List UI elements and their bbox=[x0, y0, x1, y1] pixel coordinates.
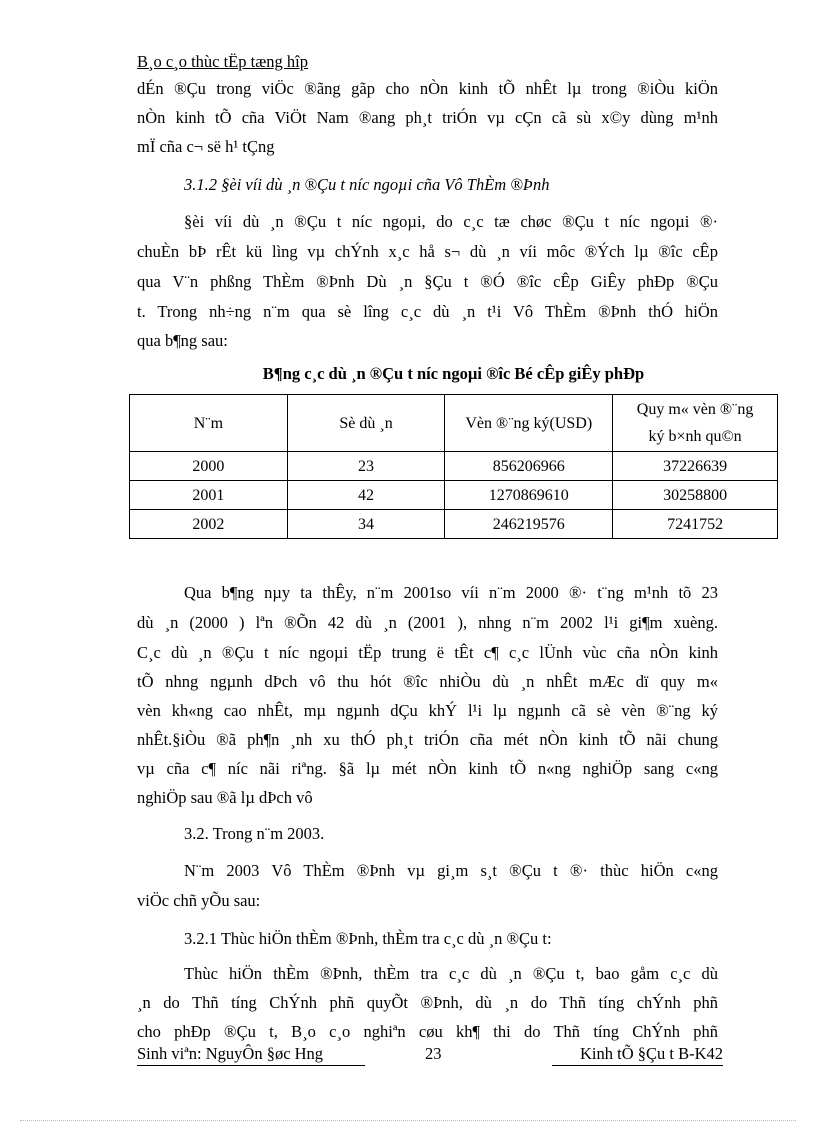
column-header-registered-capital: Vèn ®¨ng ký(USD) bbox=[445, 395, 613, 452]
table-cell: 23 bbox=[287, 452, 445, 481]
column-header-project-count: Sè dù ¸n bbox=[287, 395, 445, 452]
table-cell: 1270869610 bbox=[445, 481, 613, 510]
paragraph-line: qua V¨n phßng ThÈm ®Þnh Dù ¸n §Çu t ®Ó ®îc cÊp GiÊy phÐp ®Çu bbox=[137, 272, 718, 291]
paragraph-line: ¸n do Thñ tíng ChÝnh phñ quyÕt ®Þnh, dù ¸n do Thñ tíng chÝnh phñ bbox=[137, 993, 718, 1012]
table-cell: 37226639 bbox=[613, 452, 778, 481]
table-row bbox=[130, 510, 778, 539]
table-cell: 30258800 bbox=[613, 481, 778, 510]
table-cell: 2000 bbox=[130, 452, 288, 481]
table-cell: 7241752 bbox=[613, 510, 778, 539]
page-number: 23 bbox=[425, 1044, 442, 1063]
paragraph-line: cho phÐp ®Çu t, B¸o c¸o nghiªn cøu kh¶ thi do Thñ tíng ChÝnh phñ bbox=[137, 1022, 718, 1041]
table-cell: 2001 bbox=[130, 481, 288, 510]
paragraph-line: vµ cña c¶ níc nãi riªng. §ã lµ mét nÒn kinh tÕ n«ng nghiÖp sang c«ng bbox=[137, 759, 718, 778]
table-cell: 2002 bbox=[130, 510, 288, 539]
table-row bbox=[130, 452, 778, 481]
paragraph-line: chuÈn bÞ rÊt kü lìng vµ chÝnh x¸c hå s¬ dù ¸n víi môc ®Ých lµ ®îc cÊp bbox=[137, 242, 718, 261]
paragraph-line: dÉn ®Çu trong viÖc ®ãng gãp cho nÒn kinh tÕ nhÊt lµ trong ®iÒu kiÖn bbox=[137, 79, 718, 98]
paragraph-line: viÖc chñ yÕu sau: bbox=[137, 891, 261, 910]
paragraph-line: Qua b¶ng nµy ta thÊy, n¨m 2001so víi n¨m 2000 ®· t¨ng m¹nh tõ 23 bbox=[184, 583, 718, 602]
header-line: Quy m« vèn ®¨ng bbox=[636, 401, 754, 418]
table-cell: 856206966 bbox=[445, 452, 613, 481]
paragraph-line: Thùc hiÖn thÈm ®Þnh, thÈm tra c¸c dù ¸n ®Çu t, bao gåm c¸c dù bbox=[184, 964, 718, 983]
header-line: ký b×nh qu©n bbox=[648, 428, 742, 445]
footer-author: Sinh viªn: NguyÔn §øc Hng bbox=[137, 1043, 365, 1066]
column-header-average-scale bbox=[613, 395, 778, 452]
paragraph-line: vèn kh«ng cao nhÊt, mµ ngµnh dÇu khÝ l¹i lµ ngµnh cã sè vèn ®¨ng ký bbox=[137, 701, 718, 720]
paragraph-line: §èi víi dù ¸n ®Çu t níc ngoµi, do c¸c tæ chøc ®Çu t níc ngoµi ®· bbox=[184, 212, 718, 231]
table-cell: 34 bbox=[287, 510, 445, 539]
paragraph-line: N¨m 2003 Vô ThÈm ®Þnh vµ gi¸m s¸t ®Çu t ®· thùc hiÖn c«ng bbox=[184, 861, 718, 880]
paragraph-line: nÒn kinh tÕ cña ViÖt Nam ®ang ph¸t triÓn vµ cÇn cã sù x©y dùng m¹nh bbox=[137, 108, 718, 127]
footer-class: Kinh tÕ §Çu t B-K42 bbox=[552, 1043, 723, 1066]
table-header-row bbox=[130, 395, 778, 452]
table-caption: B¶ng c¸c dù ¸n ®Çu t níc ngoµi ®îc Bé cÊp giÊy phÐp bbox=[262, 364, 645, 383]
paragraph-line: qua b¶ng sau: bbox=[137, 331, 228, 350]
table-row bbox=[130, 481, 778, 510]
section-heading-3-2: 3.2. Trong n¨m 2003. bbox=[184, 824, 325, 843]
table-cell: 246219576 bbox=[445, 510, 613, 539]
column-header-year: N¨m bbox=[130, 395, 288, 452]
page-bottom-divider bbox=[20, 1120, 796, 1121]
paragraph-line: dù ¸n (2000 ) lªn ®Õn 42 dù ¸n (2001 ), nhng n¨m 2002 l¹i gi¶m xuèng. bbox=[137, 613, 718, 632]
projects-table bbox=[129, 394, 778, 539]
page-header: B¸o c¸o thùc tËp tæng hîp bbox=[137, 52, 308, 71]
section-heading-3-1-2: 3.1.2 §èi víi dù ¸n ®Çu t níc ngoµi cña Vô ThÈm ®Þnh bbox=[184, 175, 550, 194]
paragraph-line: nhÊt.§iÒu ®ã ph¶n ¸nh xu thÓ ph¸t triÓn cña mét nÒn kinh tÕ nãi chung bbox=[137, 730, 718, 749]
table-cell: 42 bbox=[287, 481, 445, 510]
paragraph-line: tÕ nhng ngµnh dÞch vô thu hót ®îc nhiÒu dù ¸n nhÊt mÆc dï quy m« bbox=[137, 672, 718, 691]
paragraph-line: C¸c dù ¸n ®Çu t níc ngoµi tËp trung ë tÊt c¶ c¸c lÜnh vùc cña nÒn kinh bbox=[137, 643, 718, 662]
paragraph-line: nghiÖp sau ®ã lµ dÞch vô bbox=[137, 788, 313, 807]
section-heading-3-2-1: 3.2.1 Thùc hiÖn thÈm ®Þnh, thÈm tra c¸c dù ¸n ®Çu t: bbox=[184, 929, 552, 948]
paragraph-line: mÏ cña c¬ së h¹ tÇng bbox=[137, 137, 275, 156]
paragraph-line: t. Trong nh÷ng n¨m qua sè lîng c¸c dù ¸n t¹i Vô ThÈm ®Þnh thÓ hiÖn bbox=[137, 302, 718, 321]
